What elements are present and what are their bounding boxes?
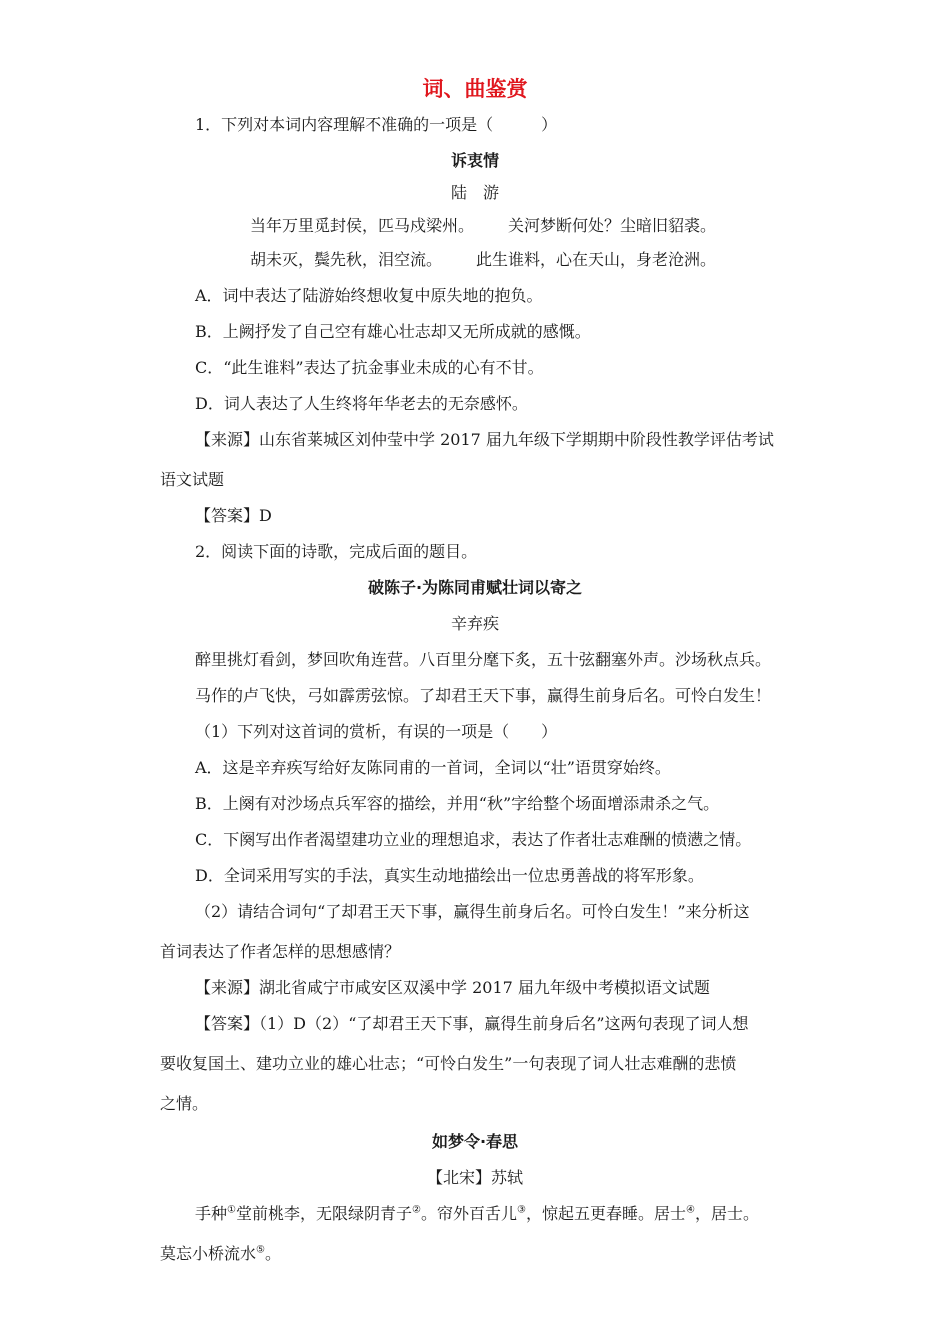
- footnote-marker: ⑤: [256, 1244, 265, 1256]
- q1-stem: 1．下列对本词内容理解不准确的一项是（ ）: [195, 115, 558, 134]
- q3-text-segment: 莫忘小桥流水: [160, 1244, 257, 1263]
- q3-poem-line-2: [160, 1244, 281, 1264]
- q1-source-cont: 语文试题: [160, 470, 225, 489]
- footnote-marker: ②: [412, 1204, 421, 1216]
- q1-option-c: C．“此生谁料”表达了抗金事业未成的心有不甘。: [195, 358, 544, 377]
- document-title: 词、曲鉴赏: [422, 77, 528, 101]
- q2-answer: 【答案】（1）D（2）“了却君王天下事，赢得生前身后名”这两句表现了词人想: [195, 1014, 749, 1033]
- q2-poem-line-1: 醉里挑灯看剑，梦回吹角连营。八百里分麾下炙，五十弦翻塞外声。沙场秋点兵。: [195, 650, 772, 669]
- q2-sub2: （2）请结合词句“了却君王天下事，赢得生前身后名。可怜白发生！”来分析这: [195, 902, 750, 921]
- q2-stem: 2．阅读下面的诗歌，完成后面的题目。: [195, 542, 478, 561]
- q2-option-a: A．这是辛弃疾写给好友陈同甫的一首词，全词以“壮”语贯穿始终。: [195, 758, 671, 777]
- q1-option-d: D．词人表达了人生终将年华老去的无奈感怀。: [195, 394, 528, 413]
- q1-answer: 【答案】D: [195, 506, 272, 525]
- q1-poem-line-2: [250, 250, 716, 270]
- q3-text-segment: ，惊起五更春睡。居士: [525, 1204, 686, 1223]
- footnote-marker: ③: [516, 1204, 526, 1216]
- q2-answer-cont-2: 之情。: [160, 1094, 209, 1113]
- footnote-marker: ①: [227, 1204, 236, 1216]
- q2-option-c: C．下阕写出作者渴望建功立业的理想追求，表达了作者壮志难酬的愤懑之情。: [195, 830, 752, 849]
- q2-poem-line-2: 马作的卢飞快，弓如霹雳弦惊。了却君王天下事，赢得生前身后名。可怜白发生！: [195, 686, 772, 705]
- q2-option-b: B．上阕有对沙场点兵军容的描绘，并用“秋”字给整个场面增添肃杀之气。: [195, 794, 720, 813]
- footnote-marker: ④: [685, 1204, 695, 1216]
- q2-sub1: （1）下列对这首词的赏析，有误的一项是（ ）: [195, 722, 558, 741]
- q3-text-segment: 堂前桃李，无限绿阴青子: [235, 1204, 412, 1223]
- q2-source: 【来源】湖北省咸宁市咸安区双溪中学 2017 届九年级中考模拟语文试题: [195, 978, 710, 997]
- q3-poet: 【北宋】苏轼: [426, 1168, 523, 1187]
- q1-poet: 陆 游: [450, 183, 499, 202]
- q1-option-b: B．上阙抒发了自己空有雄心壮志却又无所成就的感慨。: [195, 322, 591, 341]
- q2-option-d: D．全词采用写实的手法，真实生动地描绘出一位忠勇善战的将军形象。: [195, 866, 704, 885]
- q3-poem-line-1: [195, 1204, 759, 1224]
- q2-sub2-cont: 首词表达了作者怎样的思想感情？: [160, 942, 401, 961]
- q3-poem-title: 如梦令·春思: [431, 1132, 519, 1151]
- q1-source: 【来源】山东省莱城区刘仲莹中学 2017 届九年级下学期期中阶段性教学评估考试: [195, 430, 774, 449]
- q2-poet: 辛弃疾: [450, 614, 499, 633]
- q3-text-segment: 。: [264, 1244, 281, 1263]
- q3-text-segment: 手种: [195, 1204, 228, 1223]
- q2-answer-cont-1: 要收复国土、建功立业的雄心壮志；“可怜白发生”一句表现了词人壮志难酬的悲愤: [160, 1054, 737, 1073]
- q1-poem-line-1: [250, 216, 716, 236]
- q1-poem-line-2b: 此生谁料，心在天山，身老沧洲。: [476, 250, 717, 269]
- q1-poem-line-1b: 关河梦断何处？尘暗旧貂裘。: [508, 216, 717, 235]
- q2-poem-title: 破陈子·为陈同甫赋壮词以寄之: [367, 578, 583, 597]
- q1-option-a: A．词中表达了陆游始终想收复中原失地的抱负。: [195, 286, 543, 305]
- q1-poem-line-2a: 胡未灭，鬓先秋，泪空流。: [250, 250, 443, 269]
- q3-text-segment: ，居士。: [694, 1204, 759, 1223]
- q1-poem-title: 诉衷情: [450, 151, 499, 170]
- q3-text-segment: 。帘外百舌儿: [420, 1204, 517, 1223]
- q1-poem-line-1a: 当年万里觅封侯，匹马戍梁州。: [250, 216, 475, 235]
